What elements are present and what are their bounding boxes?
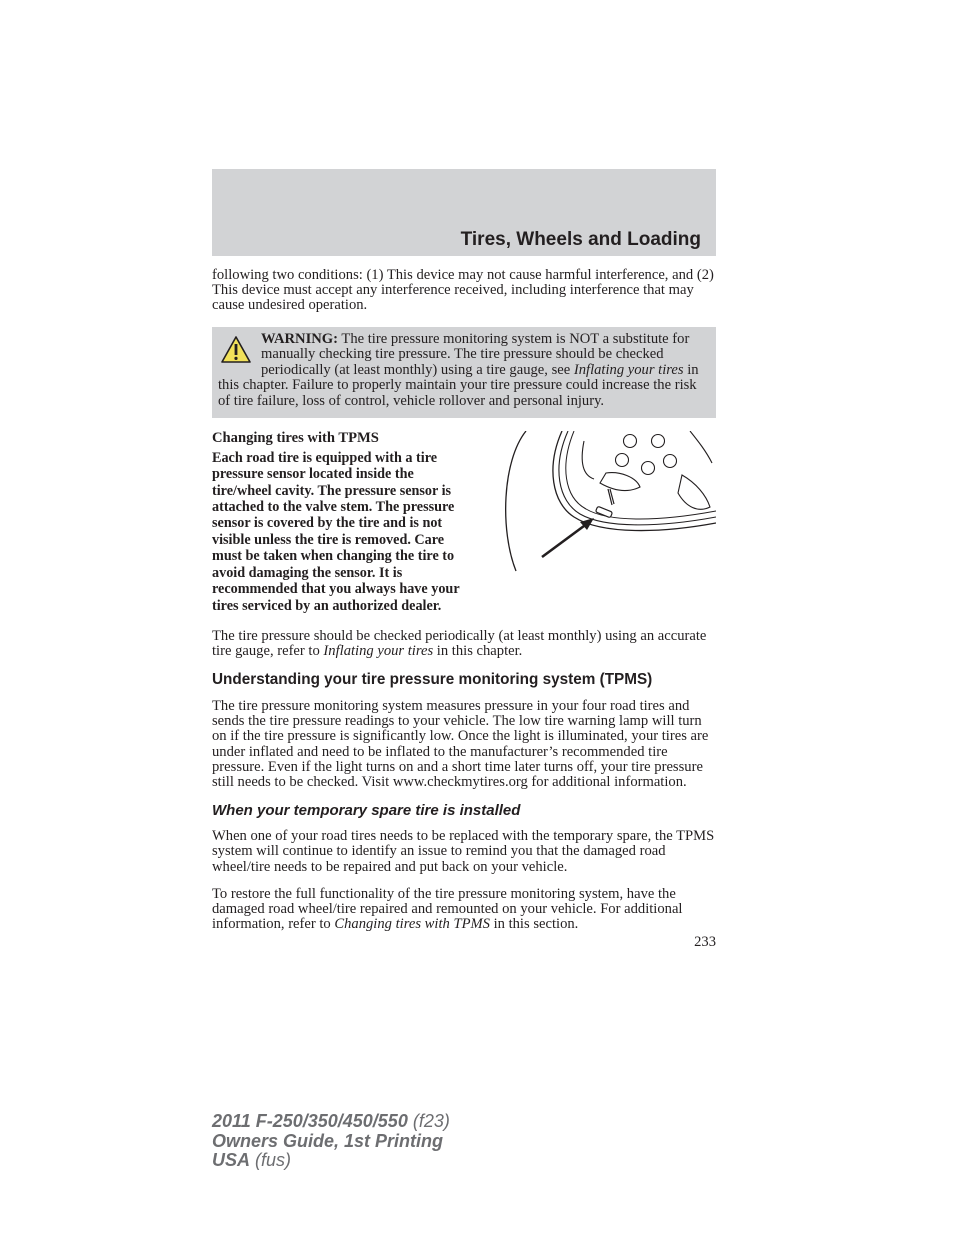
section-title: Tires, Wheels and Loading: [460, 229, 701, 250]
restore-part-1: To restore the full functionality of the tire pressure monitoring system, have the damaged road wheel/tire repaired and remounted on your vehicle. For additional information, refer to: [212, 885, 683, 933]
warning-triangle-icon: [220, 334, 252, 366]
check-periodic-reference: Inflating your tires: [323, 642, 434, 659]
warning-box: [212, 327, 716, 418]
restore-reference: Changing tires with TPMS: [334, 916, 490, 933]
warning-reference: Inflating your tires: [573, 361, 684, 378]
spare-heading: When your temporary spare tire is installed: [212, 802, 521, 820]
check-periodic-part-1: The tire pressure should be checked periodically (at least monthly) using an accurate tire gauge, refer to: [212, 627, 707, 659]
warning-text-part-1: The tire pressure monitoring system is NOT a substitute for manually checking tire pressure. The tire pressure should be checked periodically (at least monthly) using a tire gauge, see: [261, 330, 690, 378]
check-periodic-part-2: in this chapter.: [433, 642, 523, 659]
restore-part-2: in this section.: [489, 916, 579, 933]
warning-text: [218, 332, 708, 410]
warning-label: WARNING:: [261, 330, 339, 347]
check-periodic-paragraph: [212, 629, 716, 659]
section-header-band: [212, 169, 716, 256]
footer-market: USA: [212, 1150, 251, 1171]
warning-text-part-2: in this chapter. Failure to properly maintain your tire pressure could increase the risk of tire failure, loss of control, vehicle rollover and personal injury.: [218, 361, 699, 409]
page-number: 233: [694, 934, 716, 951]
intro-paragraph: following two conditions: (1) This device may not cause harmful interference, and (2) This device must accept any interference received, including interference that may cause undesired operation.: [212, 267, 714, 314]
footer-model-code: (f23): [407, 1111, 450, 1131]
footer-line-3: [212, 1151, 450, 1171]
footer-line-1: [212, 1112, 450, 1132]
footer-market-code: (fus): [250, 1150, 292, 1171]
footer-line-2: Owners Guide, 1st Printing: [212, 1130, 444, 1151]
tire-sensor-illustration: [502, 431, 716, 577]
changing-tires-normal-text: It is recommended that you always have your tires serviced by an authorized dealer.: [212, 564, 460, 614]
understanding-heading: Understanding your tire pressure monitoring system (TPMS): [212, 670, 653, 688]
changing-tires-text: [212, 450, 474, 615]
spare-paragraph: When one of your road tires needs to be replaced with the temporary spare, the TPMS system will continue to identify an issue to remind you that the damaged road wheel/tire needs to be repaired and put back on your vehicle.: [212, 828, 715, 875]
footer-model: 2011 F-250/350/450/550: [212, 1111, 408, 1131]
changing-tires-bold-text: Each road tire is equipped with a tire pressure sensor located inside the tire/wheel cavity. The pressure sensor is attached to the valve stem. The pressure sensor is covered by the tire and is not visible unless the tire is removed. Care must be taken when changing the tire to avoid damaging the sensor.: [212, 449, 455, 581]
changing-tires-title: Changing tires with TPMS: [212, 429, 379, 446]
understanding-paragraph: The tire pressure monitoring system measures pressure in your four road tires and sends the tire pressure readings to your vehicle. The low tire warning lamp will turn on if the tire pressure is significantly low. Once the light is illuminated, your tires are under inflated and need to be inflated to the manufacturer’s recommended tire pressure. Even if the light turns on and a short time later turns off, your tire pressure still needs to be checked. Visit www.checkmytires.org for additional information.: [212, 697, 709, 790]
page-content: [212, 268, 716, 951]
restore-paragraph: [212, 887, 716, 933]
changing-tires-section: [212, 431, 716, 621]
document-footer: [212, 1112, 450, 1171]
